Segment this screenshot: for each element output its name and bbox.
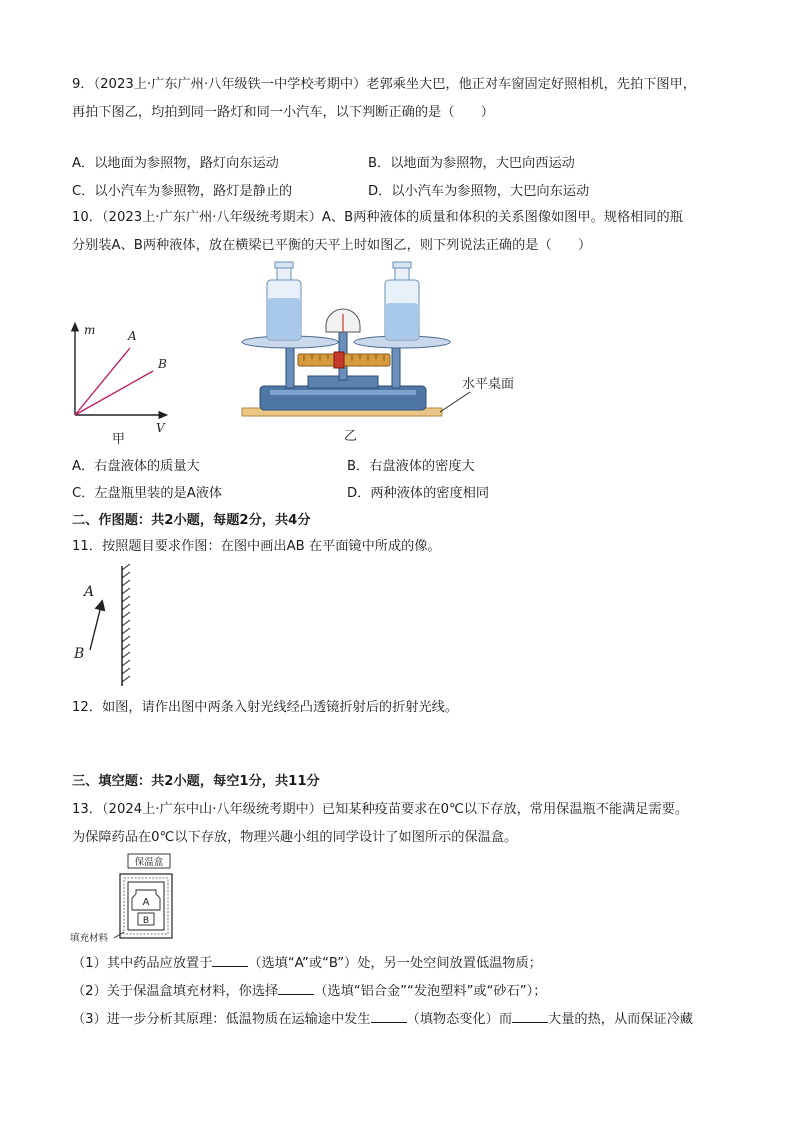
box-label: 保温盒 <box>134 857 164 868</box>
point-b-label: B <box>74 646 85 662</box>
fill-material-label: 填充材料 <box>70 933 109 944</box>
insulated-box-figure <box>70 852 180 946</box>
q11-stem: 11．按照题目要求作图：在图中画出AB 在平面镜中所成的像。 <box>72 539 441 554</box>
q12-stem: 12．如图，请作出图中两条入射光线经凸透镜折射后的折射光线。 <box>72 700 459 715</box>
q10-option-c: C．左盘瓶里装的是A液体 <box>72 486 223 501</box>
section-3-heading: 三、填空题：共2小题，每空1分，共11分 <box>72 774 320 789</box>
balance-figure <box>240 258 540 448</box>
line-b <box>75 371 153 415</box>
svg-text:A: A <box>142 897 150 908</box>
plane-mirror-figure <box>70 562 150 692</box>
q10-stem-line2: 分别装A、B两种液体，放在横梁已平衡的天平上时如图乙，则下列说法正确的是（ ） <box>72 238 592 253</box>
q13-sub2: （2）关于保温盒填充材料，你选择 （选填“铝合金”“发泡塑料”或“砂石”）； <box>72 984 547 999</box>
line-a <box>75 348 130 415</box>
left-bottle <box>267 262 301 340</box>
graph-caption: 甲 <box>112 432 126 447</box>
q10-option-b: B．右盘液体的密度大 <box>347 459 475 474</box>
object-ab <box>90 602 102 650</box>
q9-stem-line1: 9．（2023上·广东广州·八年级铁一中学校考期中）老郭乘坐大巴，他正对车窗固定好照相机，先拍下图甲， <box>72 77 696 92</box>
q13-stem-line1: 13．（2024上·广东中山·八年级统考期中）已知某种疫苗要求在0℃以下存放，常用保温瓶不能满足需要。 <box>72 802 689 817</box>
blank-2[interactable] <box>278 982 314 995</box>
q10-option-a: A．右盘液体的质量大 <box>72 459 200 474</box>
right-bottle <box>385 262 419 340</box>
blank-4[interactable] <box>512 1010 548 1023</box>
q9-option-c: C．以小汽车为参照物，路灯是静止的 <box>72 184 293 199</box>
section-2-heading: 二、作图题：共2小题，每题2分，共4分 <box>72 513 311 528</box>
svg-text:B: B <box>142 916 150 926</box>
y-axis-label: m <box>84 323 96 337</box>
table-label: 水平桌面 <box>462 377 515 392</box>
q9-option-d: D．以小汽车为参照物，大巴向东运动 <box>368 184 590 199</box>
x-axis-label: V <box>156 421 165 435</box>
blank-3[interactable] <box>371 1010 407 1023</box>
q10-option-d: D．两种液体的密度相同 <box>347 486 490 501</box>
q9-option-a: A．以地面为参照物，路灯向东运动 <box>72 156 279 171</box>
q13-sub3: （3）进一步分析其原理：低温物质在运输途中发生 （填物态变化）而 大量的热，从而保证冷藏 <box>72 1012 694 1027</box>
rider <box>334 352 344 368</box>
point-a-label: A <box>84 584 95 600</box>
line-a-label: A <box>128 329 137 343</box>
line-b-label: B <box>158 357 167 371</box>
q9-option-b: B．以地面为参照物，大巴向西运动 <box>368 156 575 171</box>
q13-stem-line2: 为保障药品在0℃以下存放，物理兴趣小组的同学设计了如图所示的保温盒。 <box>72 830 518 845</box>
blank-1[interactable] <box>212 954 248 967</box>
q9-stem-line2: 再拍下图乙，均拍到同一路灯和同一小汽车，以下判断正确的是（ ） <box>72 105 494 120</box>
q13-sub1: （1）其中药品应放置于 （选填“A”或“B”）处，另一处空间放置低温物质； <box>72 956 542 971</box>
balance-base <box>260 386 426 410</box>
q10-stem-line1: 10．（2023上·广东广州·八年级统考期末）A、B两种液体的质量和体积的关系图像如图甲。规格相同的瓶 <box>72 210 683 225</box>
mass-volume-graph <box>60 318 180 448</box>
balance-caption: 乙 <box>344 429 358 444</box>
